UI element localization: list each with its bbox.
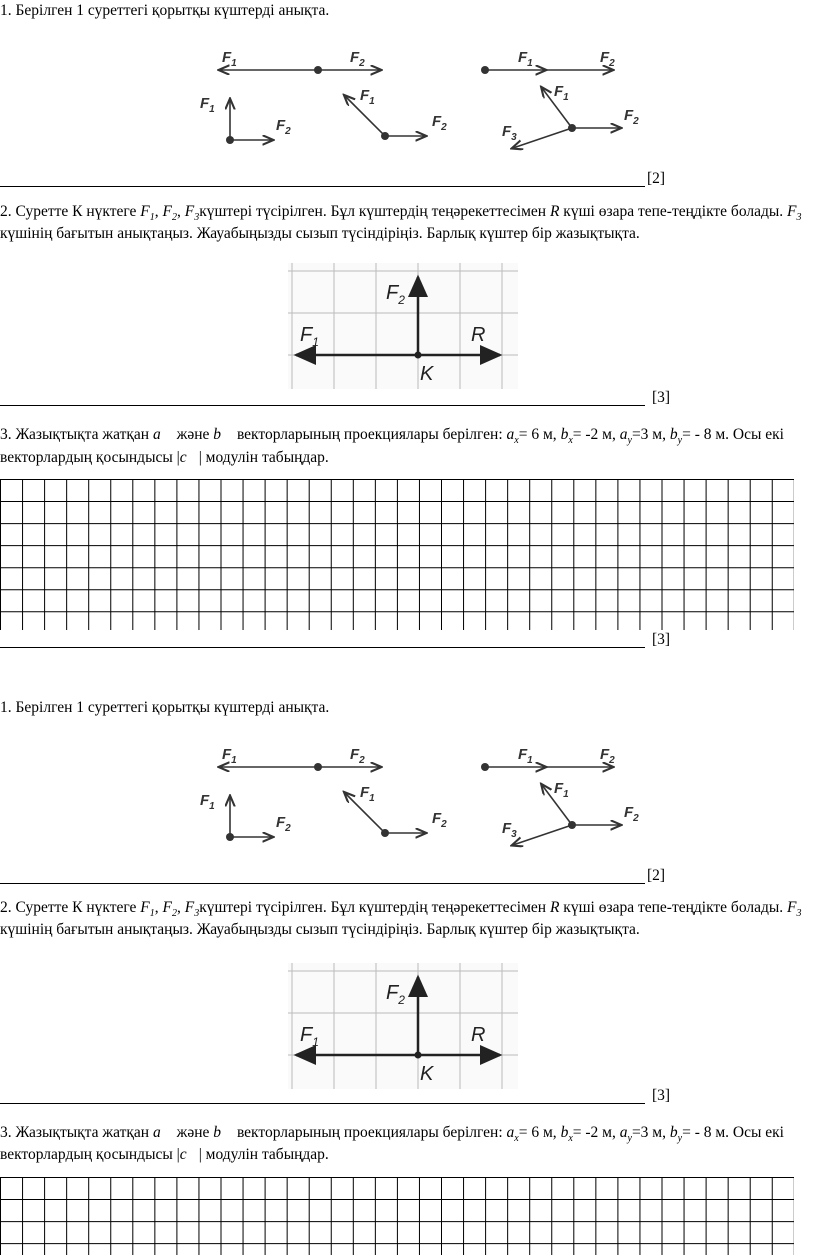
q1-mark: [2] (647, 867, 666, 884)
label-f1: $F_1$ (200, 95, 215, 115)
label-f1: $F_1$ (200, 792, 215, 812)
q3-line1: 3. Жазықтықта жатқан a⃗ және b⃗ векторларының проекциялары берілген: $a_x= 6$ м, $b_x= -2$ м, $a_y=3$ м, $b_y= - 8$ м. Осы екі (0, 1124, 784, 1145)
q2-line1: 2. Суретте К нүктеге $F_1$, $F_2$, $F_3күштері$ түсірілген. Бұл күштердің теңәрекеттесімен R күші өзара тепе-теңдікте болады. $F_3$ (0, 203, 802, 224)
label-r: R (471, 1024, 486, 1046)
q2-line1: 2. Суретте К нүктеге $F_1$, $F_2$, $F_3күштері$ түсірілген. Бұл күштердің теңәрекеттесімен R күші өзара тепе-теңдікте болады. $F_3$ (0, 899, 802, 920)
answer-line (0, 405, 645, 406)
q3-line2: векторлардың қосындысы |c⃗| модулін табыңдар. (0, 1146, 329, 1163)
label-f2: $F_2$ (276, 117, 291, 137)
label-f1: $F_1$ (222, 49, 237, 69)
label-f2: $F_2$ (350, 746, 365, 766)
label-f2: $F_2$ (276, 814, 291, 834)
label-f1: $F_1$ (360, 87, 375, 107)
label-f3: $F_3$ (502, 123, 517, 143)
answer-grid[interactable] (0, 479, 794, 630)
answer-grid[interactable] (0, 1177, 794, 1255)
label-f1: $F_1$ (360, 784, 375, 804)
label-f2: $F_2$ (600, 49, 615, 69)
q3-line1: 3. Жазықтықта жатқан a⃗ және b⃗ векторларының проекциялары берілген: $a_x= 6$ м, $b_x= -2$ м, $a_y=3$ м, $b_y= - 8$ м. Осы екі (0, 426, 784, 447)
label-f3: $F_3$ (502, 820, 517, 840)
label-f1: $F_1$ (300, 1024, 319, 1049)
label-k: K (420, 1063, 434, 1085)
q1-text: 1. Берілген 1 суреттегі қорытқы күштерді анықта. (0, 2, 330, 19)
answer-line (0, 883, 645, 884)
label-k: K (420, 363, 434, 385)
label-f2: $F_2$ (432, 113, 447, 133)
q2-line2: күшінің бағытын анықтаңыз. Жауабыңызды сызып түсіндіріңіз. Барлық күштер бір жазықтықта. (0, 225, 640, 242)
label-f1: $F_1$ (518, 746, 533, 766)
label-f1: $F_1$ (300, 324, 319, 349)
label-f2: $F_2$ (350, 49, 365, 69)
label-f2: $F_2$ (386, 982, 405, 1007)
answer-line (0, 186, 645, 187)
label-f1: $F_1$ (518, 49, 533, 69)
label-f2: $F_2$ (624, 804, 639, 824)
q1-figure (180, 38, 660, 156)
label-f1: $F_1$ (554, 83, 569, 103)
label-f1: $F_1$ (554, 780, 569, 800)
q2-figure (288, 263, 518, 389)
q2-mark: [3] (652, 1087, 671, 1104)
label-f2: $F_2$ (386, 282, 405, 307)
q2-figure (288, 963, 518, 1089)
answer-line (0, 647, 645, 648)
label-f2: $F_2$ (432, 810, 447, 830)
q2-line2: күшінің бағытын анықтаңыз. Жауабыңызды сызып түсіндіріңіз. Барлық күштер бір жазықтықта. (0, 921, 640, 938)
q3-line2: векторлардың қосындысы |c⃗| модулін табыңдар. (0, 449, 329, 466)
label-f1: $F_1$ (222, 746, 237, 766)
q3-mark: [3] (652, 631, 671, 648)
answer-line (0, 1103, 645, 1104)
q1-text: 1. Берілген 1 суреттегі қорытқы күштерді анықта. (0, 699, 330, 716)
q2-mark: [3] (652, 389, 671, 406)
label-r: R (471, 324, 486, 346)
q1-figure (180, 735, 660, 853)
q1-mark: [2] (647, 170, 666, 187)
label-f2: $F_2$ (600, 746, 615, 766)
label-f2: $F_2$ (624, 107, 639, 127)
